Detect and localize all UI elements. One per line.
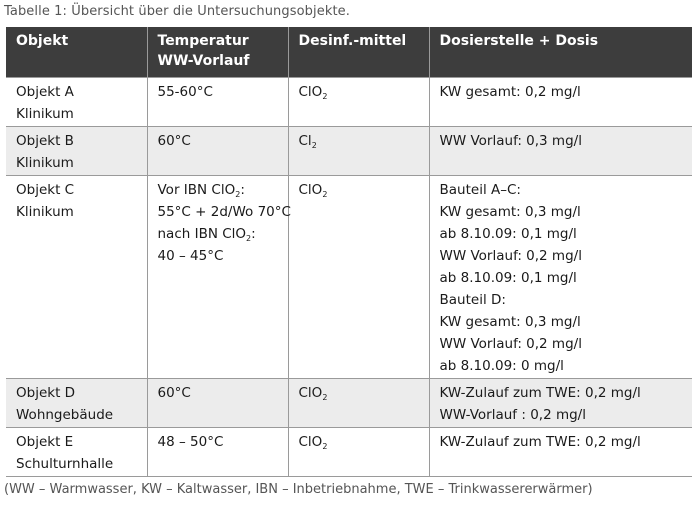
temperatur-line: 60°C: [157, 133, 191, 149]
cell-desinfektionsmittel: [288, 176, 429, 379]
objekt-line: Schulturnhalle: [16, 456, 114, 472]
cell-dosis: [429, 78, 692, 127]
cell-objekt: [6, 78, 147, 127]
cell-objekt: [6, 379, 147, 428]
temperatur-line: nach IBN ClO$_2$:: [157, 226, 256, 243]
objekt-line: Klinikum: [16, 204, 74, 220]
table-row: [6, 127, 692, 176]
header-temperatur: [147, 27, 288, 78]
dosis-line: ab 8.10.09: 0 mg/l: [439, 358, 564, 374]
temperatur-line: 55°C + 2d/Wo 70°C: [157, 204, 291, 220]
dosis-line: ab 8.10.09: 0,1 mg/l: [439, 226, 577, 242]
cell-dosis: [429, 176, 692, 379]
objects-table: [6, 27, 692, 477]
header-objekt: [6, 27, 147, 78]
dosis-line: ab 8.10.09: 0,1 mg/l: [439, 270, 577, 286]
dosis-line: KW-Zulauf zum TWE: 0,2 mg/l: [439, 385, 641, 401]
cell-temperatur: [147, 127, 288, 176]
objekt-line: Klinikum: [16, 155, 74, 171]
table-row: [6, 428, 692, 477]
objekt-line: Objekt A: [16, 84, 74, 100]
table-body: [6, 78, 692, 477]
cell-temperatur: [147, 176, 291, 379]
table-caption: Tabelle 1: Übersicht über die Untersuchungsobjekte.: [4, 4, 350, 19]
objekt-line: Objekt E: [16, 434, 74, 450]
temperatur-line: 40 – 45°C: [157, 248, 224, 264]
cell-dosis: [429, 379, 692, 428]
cell-temperatur: [147, 78, 288, 127]
cell-desinfektionsmittel: [288, 428, 429, 477]
temperatur-line: 60°C: [157, 385, 191, 401]
chem-formula: ClO$_2$: [298, 385, 328, 402]
cell-temperatur: [147, 428, 288, 477]
cell-dosis: [429, 428, 692, 477]
cell-desinfektionsmittel: [288, 78, 429, 127]
dosis-line: KW-Zulauf zum TWE: 0,2 mg/l: [439, 434, 641, 450]
dosis-line: WW-Vorlauf : 0,2 mg/l: [439, 407, 586, 423]
header-mittel: [288, 27, 429, 78]
cell-objekt: [6, 176, 147, 379]
temperatur-line: 55-60°C: [157, 84, 213, 100]
cell-desinfektionsmittel: [288, 127, 429, 176]
objekt-line: Objekt C: [16, 182, 75, 198]
header-line: Temperatur: [157, 33, 249, 49]
dosis-line: KW gesamt: 0,3 mg/l: [439, 314, 581, 330]
dosis-line: WW Vorlauf: 0,2 mg/l: [439, 336, 582, 352]
chem-formula: ClO$_2$: [298, 182, 328, 199]
chem-formula: $Cl_2$: [298, 133, 317, 150]
cell-dosis: [429, 127, 692, 176]
objekt-line: Objekt B: [16, 133, 74, 149]
temperatur-line: 48 – 50°C: [157, 434, 224, 450]
objekt-line: Objekt D: [16, 385, 76, 401]
temperatur-line: Vor IBN ClO$_2$:: [157, 182, 245, 199]
table-row: [6, 379, 692, 428]
header-line: Dosierstelle + Dosis: [439, 33, 599, 49]
dosis-line: KW gesamt: 0,3 mg/l: [439, 204, 581, 220]
cell-objekt: [6, 127, 147, 176]
dosis-line: Bauteil D:: [439, 292, 506, 308]
header-line: WW-Vorlauf: [157, 53, 250, 69]
chem-formula: ClO$_2$: [298, 434, 328, 451]
dosis-line: KW gesamt: 0,2 mg/l: [439, 84, 581, 100]
objekt-line: Wohngebäude: [16, 407, 114, 423]
objekt-line: Klinikum: [16, 106, 74, 122]
header-line: Desinf.-mittel: [298, 33, 407, 49]
table-footnote: (WW – Warmwasser, KW – Kaltwasser, IBN – Inbetriebnahme, TWE – Trinkwassererwärmer): [4, 482, 593, 497]
header-dosis: [429, 27, 692, 78]
dosis-line: Bauteil A–C:: [439, 182, 521, 198]
cell-desinfektionsmittel: [288, 379, 429, 428]
chem-formula: ClO$_2$: [298, 84, 328, 101]
cell-objekt: [6, 428, 147, 477]
header-line: Objekt: [16, 33, 69, 49]
dosis-line: WW Vorlauf: 0,2 mg/l: [439, 248, 582, 264]
table-row: [6, 176, 692, 379]
dosis-line: WW Vorlauf: 0,3 mg/l: [439, 133, 582, 149]
table-row: [6, 78, 692, 127]
table-header-row: [6, 27, 692, 78]
cell-temperatur: [147, 379, 288, 428]
